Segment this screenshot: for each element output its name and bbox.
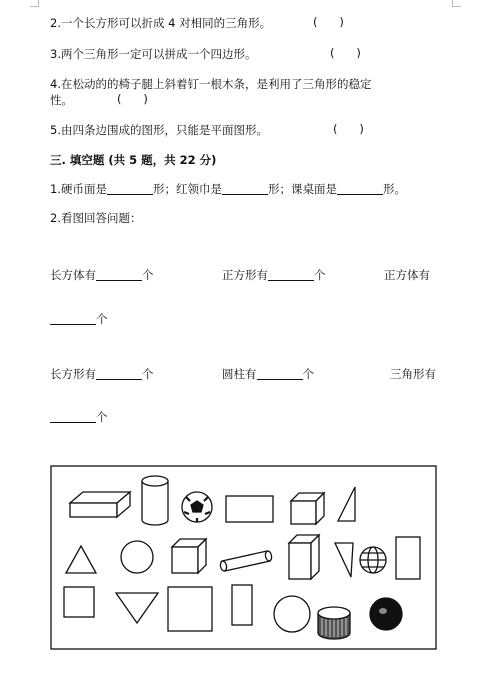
cuboid-label: 长方体有 [50, 268, 96, 282]
section-title: 三. 填空题 (共 5 题，共 22 分) [50, 153, 217, 167]
black-ball-icon [370, 598, 402, 630]
rectangle-count [50, 366, 154, 382]
answer-blank[interactable] [96, 268, 142, 281]
fill-question-2-title: 2.看图回答问题： [50, 211, 142, 225]
triangle-inverted-icon [116, 593, 158, 623]
triangle-icon [66, 546, 96, 573]
square-large-icon [168, 587, 212, 631]
triangle-count [50, 409, 108, 425]
answer-blank[interactable] [96, 367, 142, 380]
judge-question-3: 3.两个三角形一定可以拼成一个四边形。 [50, 47, 257, 61]
cylinder-short-icon [318, 607, 350, 639]
unit-label: 个 [96, 312, 108, 326]
unit-label: 个 [142, 268, 154, 282]
unit-label: 个 [314, 268, 326, 282]
square-count [222, 267, 326, 283]
rectangle-icon [226, 496, 273, 522]
fill-question-1-part1: 1.硬币面是 [50, 182, 107, 196]
shapes-figure [50, 465, 437, 650]
cuboid-flat-icon [70, 492, 130, 517]
rectangle-tall-icon [396, 537, 420, 579]
fill-question-1-part2: 形；红领巾是 [152, 182, 222, 196]
square-icon [64, 587, 94, 617]
cylinder-label: 圆柱有 [222, 367, 257, 381]
right-triangle-icon [338, 487, 355, 521]
cylinder-lying-icon [220, 550, 273, 571]
globe-icon [360, 547, 386, 573]
corner-mark-right [452, 0, 461, 7]
answer-blank[interactable] [50, 410, 96, 423]
cylinder-tall-icon [142, 476, 168, 525]
judge-question-2: 2.一个长方形可以折成 4 对相同的三角形。 [50, 16, 272, 30]
cuboid-count [50, 267, 154, 283]
cuboid-tall-icon [289, 535, 319, 579]
judge-question-4-line1: 4.在松动的的椅子腿上斜着钉一根木条，是利用了三角形的稳定 [50, 77, 372, 91]
cube-count [50, 311, 108, 327]
rectangle-narrow-icon [232, 585, 252, 625]
unit-label: 个 [142, 367, 154, 381]
triangle-narrow-icon [335, 543, 353, 577]
circle-icon [121, 541, 153, 573]
judge-question-4-line2: 性。 [50, 93, 73, 107]
square-label: 正方形有 [222, 268, 268, 282]
answer-blank[interactable] [222, 182, 268, 195]
answer-paren-5[interactable]: ( ) [333, 122, 364, 136]
fill-question-1-part4: 形。 [382, 182, 406, 196]
triangle-label: 三角形有 [390, 367, 436, 381]
cube-label: 正方体有 [384, 268, 430, 282]
corner-mark-left [30, 0, 39, 7]
answer-blank[interactable] [107, 182, 153, 195]
answer-blank[interactable] [50, 312, 96, 325]
fill-question-1-part3: 形；课桌面是 [267, 182, 337, 196]
soccer-ball-icon [182, 492, 212, 522]
answer-paren-3[interactable]: ( ) [330, 46, 361, 60]
answer-paren-2[interactable]: ( ) [313, 15, 344, 29]
fill-question-1 [50, 181, 406, 197]
judge-question-5: 5.由四条边围成的图形，只能是平面图形。 [50, 123, 268, 137]
cylinder-count [222, 366, 314, 382]
cube-small-icon [291, 493, 324, 524]
answer-blank[interactable] [337, 182, 383, 195]
cube-icon [172, 539, 206, 573]
answer-paren-4[interactable]: ( ) [117, 92, 148, 106]
answer-blank[interactable] [268, 268, 314, 281]
unit-label: 个 [96, 410, 108, 424]
circle-large-icon [274, 596, 310, 632]
answer-blank[interactable] [257, 367, 303, 380]
unit-label: 个 [302, 367, 314, 381]
rectangle-label: 长方形有 [50, 367, 96, 381]
